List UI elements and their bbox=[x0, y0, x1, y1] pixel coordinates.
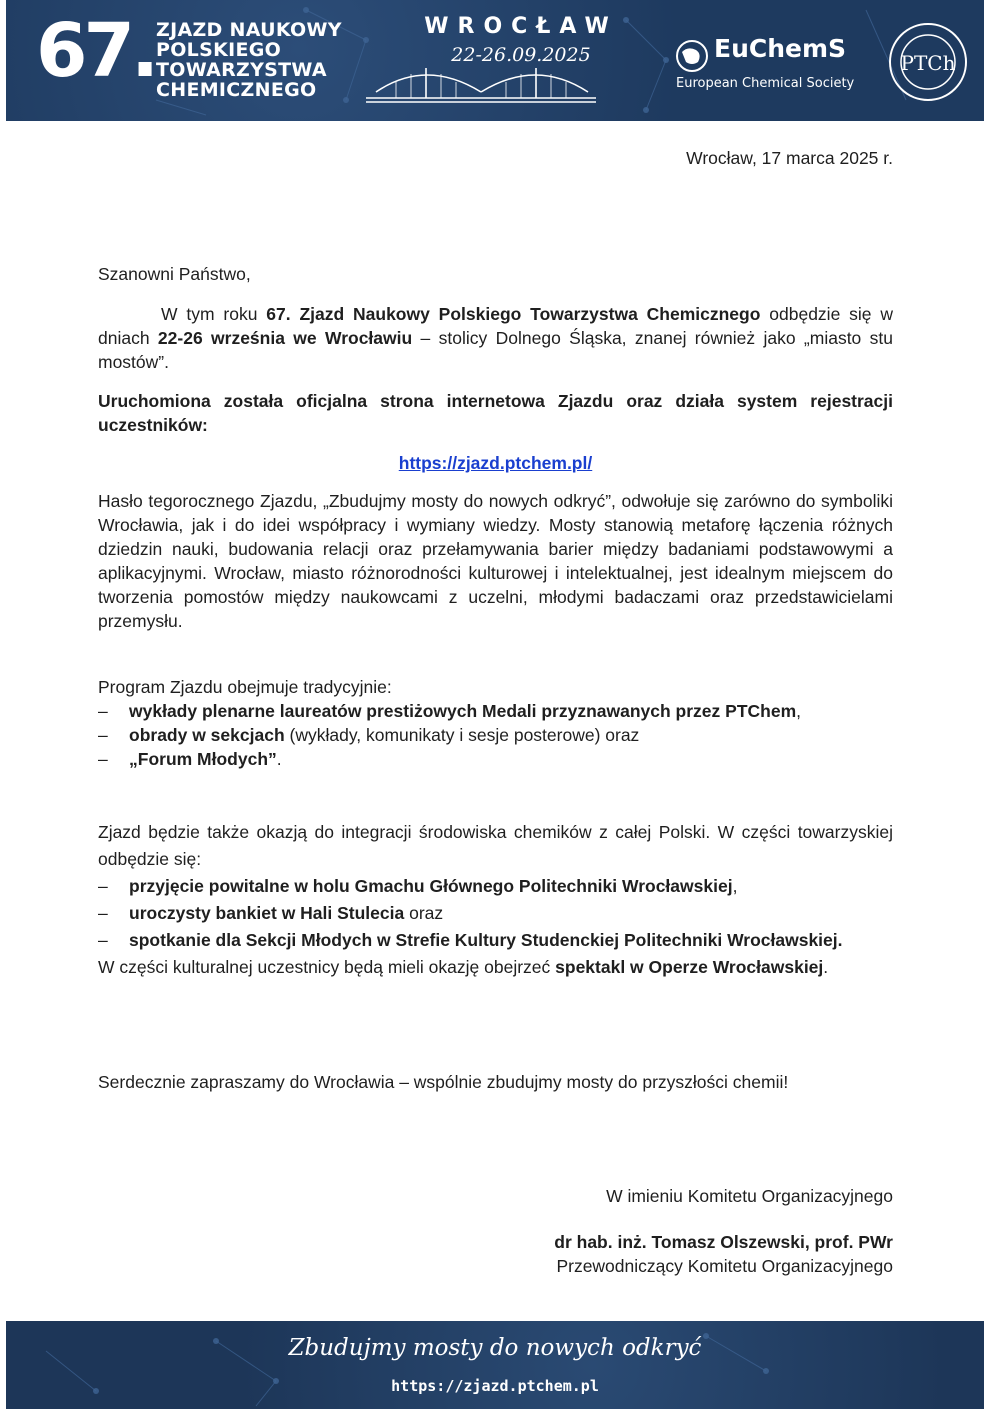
header-banner bbox=[6, 0, 984, 121]
social-item: – przyjęcie powitalne w holu Gmachu Głównego Politechniki Wrocławskiej, bbox=[98, 873, 893, 900]
program-section bbox=[98, 675, 893, 771]
social-intro: Zjazd będzie także okazją do integracji środowiska chemików z całej Polski. W części towarzyskiej odbędzie się: bbox=[98, 822, 893, 869]
seal-letters: PTCh bbox=[900, 51, 956, 75]
euchems-subtitle: European Chemical Society bbox=[676, 76, 855, 91]
program-item: – wykłady plenarne laureatów prestiżowych Medali przyznawanych przez PTChem, bbox=[98, 699, 893, 723]
program-item: – „Forum Młodych”. bbox=[98, 747, 893, 771]
signatory-role: Przewodniczący Komitetu Organizacyjnego bbox=[556, 1256, 893, 1276]
signatory-name: dr hab. inż. Tomasz Olszewski, prof. PWr bbox=[554, 1232, 893, 1252]
website-link[interactable]: https://zjazd.ptchem.pl/ bbox=[398, 453, 593, 473]
footer-slogan: Zbudujmy mosty do nowych odkryć bbox=[288, 1335, 702, 1361]
social-item: – uroczysty bankiet w Hali Stulecia oraz bbox=[98, 900, 893, 927]
salutation: Szanowni Państwo, bbox=[98, 264, 251, 284]
closing-paragraph: Serdecznie zapraszamy do Wrocławia – wspólnie zbudujmy mosty do przyszłości chemii! bbox=[98, 1072, 789, 1092]
footer-banner bbox=[6, 1321, 984, 1409]
ptch-seal-icon bbox=[886, 20, 970, 104]
website-link-row bbox=[98, 451, 893, 475]
motto-paragraph: Hasło tegorocznego Zjazdu, „Zbudujmy mosty do nowych odkryć”, odwołuje się zarówno do symboliki Wrocławia, jak i do idei współpracy i wymiany wiedzy. Mosty stanowią metaforę łączenia różnych dziedzin nauki, budowania relacji oraz przełamywania barier między badaniami podstawowymi a aplikacyjnymi. Wrocław, miasto różnorodności kulturowej i intelektualnej, jest idealnym miejscem do tworzenia pomostów między naukowcami z uczelni, młodymi badaczami oraz przedstawicielami przemysłu. bbox=[98, 491, 893, 631]
social-section bbox=[98, 819, 893, 981]
footer-url[interactable]: https://zjazd.ptchem.pl bbox=[391, 1377, 599, 1395]
signature-block bbox=[98, 1230, 893, 1278]
euchems-globe-icon bbox=[674, 38, 710, 74]
program-item: – obrady w sekcjach (wykłady, komunikaty i sesje posterowe) oraz bbox=[98, 723, 893, 747]
city-label: WROCŁAW bbox=[424, 14, 618, 39]
letter-date: Wrocław, 17 marca 2025 r. bbox=[686, 148, 893, 168]
bridge-icon bbox=[366, 62, 596, 112]
registration-notice: Uruchomiona została oficjalna strona internetowa Zjazdu oraz działa system rejestracji uczestników: bbox=[98, 391, 893, 435]
culture-paragraph: W części kulturalnej uczestnicy będą mieli okazję obejrzeć spektakl w Operze Wrocławskiej. bbox=[98, 957, 829, 977]
signature-on-behalf: W imieniu Komitetu Organizacyjnego bbox=[606, 1186, 893, 1206]
intro-paragraph: W tym roku 67. Zjazd Naukowy Polskiego Towarzystwa Chemicznego odbędzie się w dniach 22-26 września we Wrocławiu – stolicy Dolnego Śląska, znanej również jako „miasto stu mostów”. bbox=[98, 304, 893, 372]
congress-number-logo: 67. bbox=[36, 8, 156, 94]
congress-dates: 22-26.09.2025 bbox=[451, 44, 591, 66]
social-item: – spotkanie dla Sekcji Młodych w Strefie Kultury Studenckiej Politechniki Wrocławskiej. bbox=[98, 927, 893, 954]
program-intro: Program Zjazdu obejmuje tradycyjnie: bbox=[98, 677, 392, 697]
program-list bbox=[98, 699, 893, 771]
social-list bbox=[98, 873, 893, 954]
euchems-logo: EuChemS bbox=[714, 34, 847, 63]
congress-title-logo: ZJAZD NAUKOWY POLSKIEGO TOWARZYSTWA CHEMICZNEGO bbox=[156, 19, 342, 101]
